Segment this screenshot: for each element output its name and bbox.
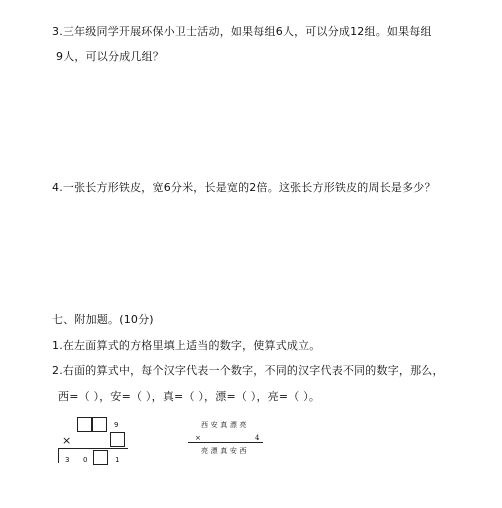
problem-4-line-1: 4.一张长方形铁皮，宽6分米，长是宽的2倍。这张长方形铁皮的周长是多少？ — [52, 181, 436, 194]
blank-box-multiplier[interactable] — [110, 432, 125, 447]
answers-line: 西=（ ），安=（ ），真=（ ），漂=（ ），亮=（ ）。 — [58, 390, 321, 403]
result-divider — [58, 448, 59, 463]
problem-3-line-2: 9人，可以分成几组？ — [56, 50, 164, 63]
bonus-item-2: 2.右面的算式中，每个汉字代表一个数字，不同的汉字代表不同的数字，那么， — [52, 364, 444, 377]
cryptarithm-multiplier: 4 — [255, 434, 260, 442]
cryptarithm-result-row: 亮 漂 真 安 西 — [201, 447, 247, 455]
bonus-heading: 七、附加题。(10分) — [52, 313, 154, 326]
result-digit-3: 1 — [115, 456, 120, 464]
result-digit-1: 3 — [65, 456, 70, 464]
blank-box-top-2[interactable] — [92, 417, 107, 432]
blank-box-top-1[interactable] — [77, 417, 92, 432]
times-sign-left: × — [62, 434, 72, 447]
times-sign-right: × — [195, 434, 202, 442]
result-line-right — [188, 442, 263, 443]
top-digit: 9 — [114, 421, 119, 429]
problem-3-line-1: 3.三年级同学开展环保小卫士活动，如果每组6人，可以分成12组。如果每组 — [52, 25, 432, 38]
result-line-left — [58, 448, 128, 449]
blank-box-result[interactable] — [93, 450, 108, 465]
bonus-item-1: 1.在左面算式的方格里填上适当的数字，使算式成立。 — [52, 339, 321, 352]
cryptarithm-top-row: 西 安 真 漂 亮 — [201, 421, 247, 429]
result-digit-2: 0 — [83, 456, 88, 464]
